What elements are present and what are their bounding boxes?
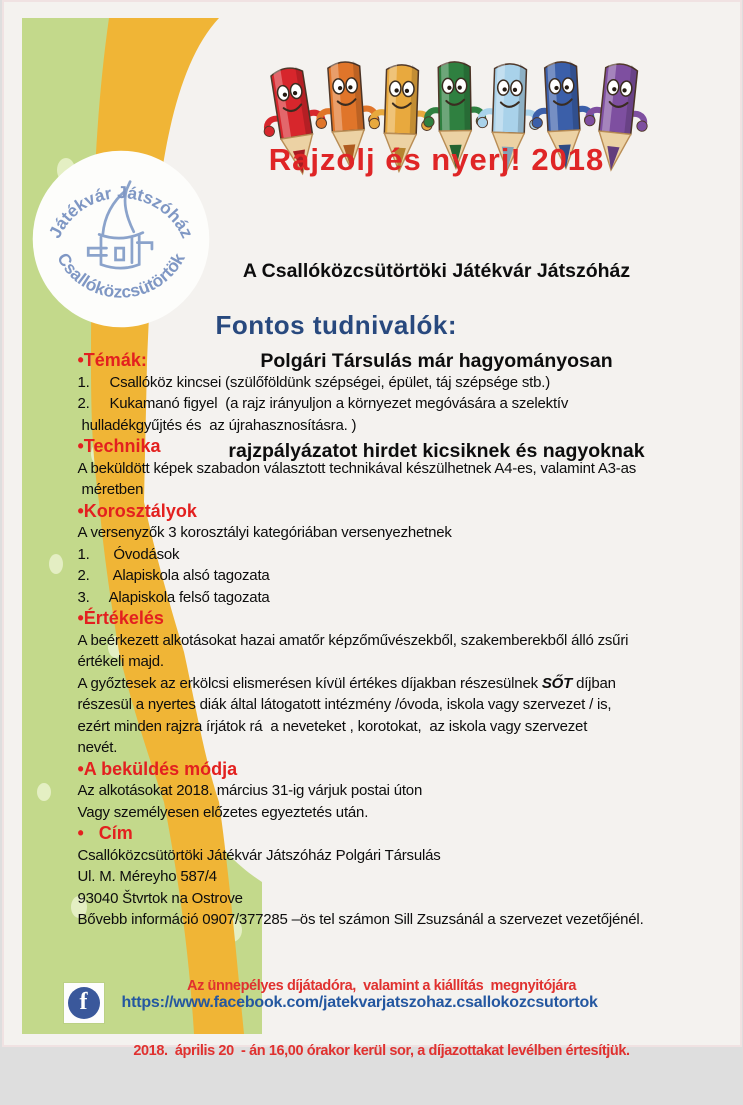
intro-line: rajzpályázatot hirdet kicsiknek és nagyoknak [154,436,720,466]
ceremony-line: Az ünnepélyes díjátadóra, valamint a kiállítás megnyitójára [40,976,724,998]
section-heading-address: • Cím [78,823,710,845]
body-line: 3. Alapiskola felső tagozata [78,587,710,609]
body-line: 2. Alapiskola alsó tagozata [78,565,710,587]
section-heading-themes: •Témák: [78,350,710,372]
body-line: méretben [78,479,710,501]
body-line: értékeli majd. [78,651,710,673]
body-line: 2. Kukamanó figyel (a rajz irányuljon a környezet megóvására a szelektív [78,393,710,415]
body-line: 1. Óvodások [78,544,710,566]
logo-arc-top-text: Játékvár Játszóház [44,182,197,241]
footer [64,983,598,1023]
body-line: Az alkotásokat 2018. március 31-ig várjuk postai úton [78,780,710,802]
section-heading-technique: •Technika [78,436,710,458]
poster-title: Rajzolj és nyerj! 2018 [154,142,720,178]
award-pre: A győztesek az erkölcsi elismerésen kívül értékes díjakban részesülnek [78,675,542,692]
section-heading-evaluation: •Értékelés [78,608,710,630]
intro-line: Polgári Társulás már hagyományosan [154,346,720,376]
body-line: A beérkezett alkotásokat hazai amatőr képzőművészekből, szakemberekből álló zsűri [78,630,710,652]
body-line: Vagy személyesen előzetes egyeztetés után. [78,802,710,824]
section-heading-age-groups: •Korosztályok [78,501,710,523]
body-line: Csallóközcsütörtöki Játékvár Játszóház Polgári Társulás [78,845,710,867]
facebook-icon-glyph: f [80,990,88,1014]
award-post: díjban [572,675,616,692]
body-line: A beküldött képek szabadon választott technikával készülhetnek A4-es, valamint A3-as [78,458,710,480]
award-emphasis: SŐT [542,675,572,692]
body-line: 1. Csallóköz kincsei (szülőföldünk szépségei, épület, táj szépsége stb.) [78,372,710,394]
important-info-heading: Fontos tudnivalók: [216,310,458,341]
body-line: Bővebb információ 0907/377285 –ös tel számon Sill Zsuzsánál a szervezet vezetőjénél. [78,909,710,931]
body-line: ezért minden rajzra írjátok rá a neveteket , korotokat, az iskola vagy szervezet [78,716,710,738]
body-content [78,350,710,931]
body-line: hulladékgyűjtés és az újrahasznosításra. ) [78,415,710,437]
intro-line: A Csallóközcsütörtöki Játékvár Játszóház [154,256,720,286]
flyer-page [2,0,742,1047]
section-heading-submission: •A beküldés módja [78,759,710,781]
body-line: A versenyzők 3 korosztályi kategóriában versenyezhetnek [78,522,710,544]
body-line: Ul. M. Méreyho 587/4 [78,866,710,888]
logo-arc-bottom-text: Csallóközcsütörtök [53,249,189,302]
body-line: 93040 Štvrtok na Ostrove [78,888,710,910]
body-line: nevét. [78,737,710,759]
body-line-award [78,673,710,695]
ceremony-line: 2018. április 20 - án 16,00 órakor kerül sor, a díjazottakat levélben értesítjük. [40,1041,724,1063]
body-line: részesül a nyertes diák által látogatott intézmény /óvoda, iskola vagy szervezet / is, [78,694,710,716]
facebook-link[interactable]: https://www.facebook.com/jatekvarjatszohaz.csallokozcsutortok [122,994,598,1012]
facebook-icon[interactable] [64,983,104,1023]
